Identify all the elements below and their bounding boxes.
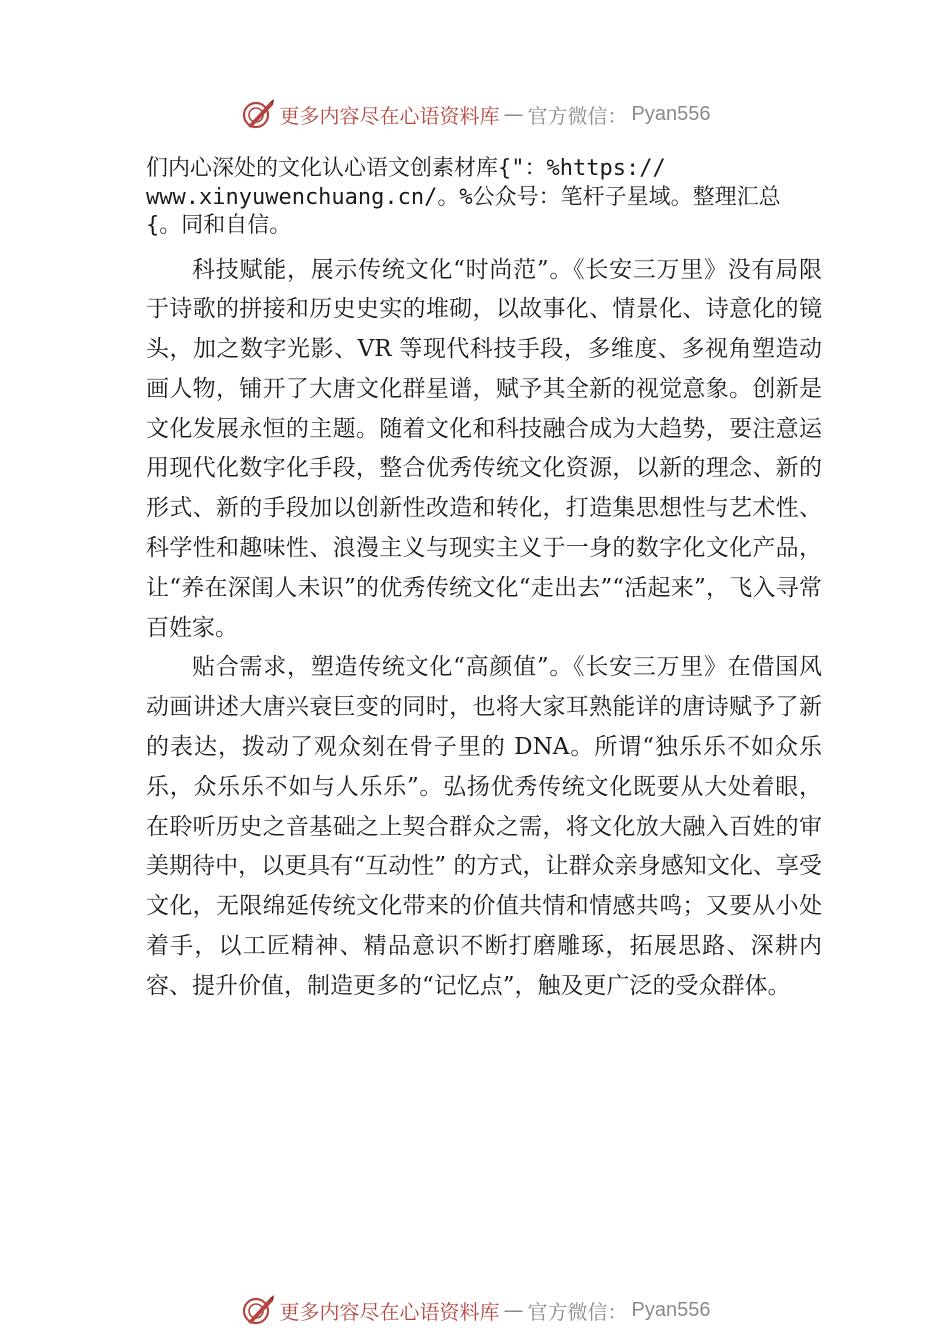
brand-logo-icon (240, 96, 276, 132)
header-banner (0, 94, 950, 134)
paragraph-demand: 贴合需求，塑造传统文化“高颜值”。《长安三万里》在借国风动画讲述大唐兴衰巨变的同时，也将大家耳熟能详的唐诗赋予了新的表达，拨动了观众刻在骨子里的 DNA。所谓“独乐乐不如众乐乐，众乐乐不如与人乐乐”。弘扬优秀传统文化既要从大处着眼，在聆听历史之音基础之上契合群众之需，将文化放大融入百姓的审美期待中，以更具有“互动性” 的方式，让群众亲身感知文化、享受文化，无限绵延传统文化带来的价值共情和情感共鸣；又要从小处着手，以工匠精神、精品意识不断打磨雕琢，拓展思路、深耕内容、提升价值，制造更多的“记忆点”，触及更广泛的受众群体。 (146, 654, 822, 999)
brand-logo-icon (240, 1292, 276, 1328)
footer-banner-dash: — (503, 1298, 524, 1322)
footer-banner (0, 1290, 950, 1330)
banner-wechat-id: Pyan556 (631, 102, 711, 125)
footer-banner-title: 更多内容尽在心语资料库 (279, 1299, 500, 1324)
banner-dash: — (503, 102, 524, 126)
lead-text: 们内心深处的文化认心语文创素材库{"：%https:// www.xinyuwenchuang.cn/。%公众号：笔杆子星域。整理汇总 {。同和自信。 (146, 156, 781, 238)
document-body (146, 155, 822, 1007)
paragraph-tech: 科技赋能，展示传统文化“时尚范”。《长安三万里》没有局限于诗歌的拼接和历史史实的堆砌，以故事化、情景化、诗意化的镜头，加之数字光影、VR 等现代科技手段，多维度、多视角塑造动画人物，铺开了大唐文化群星谱，赋予其全新的视觉意象。创新是文化发展永恒的主题。随着文化和科技融合成为大趋势，要注意运用现代化数字化手段，整合优秀传统文化资源，以新的理念、新的形式、新的手段加以创新性改造和转化，打造集思想性与艺术性、科学性和趣味性、浪漫主义与现实主义于一身的数字化文化产品，让“养在深闺人未识”的优秀传统文化“走出去”“活起来”，飞入寻常百姓家。 (146, 256, 822, 641)
footer-banner-wechat-id: Pyan556 (631, 1298, 711, 1321)
banner-wechat-label: 官方微信： (527, 103, 628, 128)
footer-banner-wechat-label: 官方微信： (527, 1299, 628, 1324)
banner-title: 更多内容尽在心语资料库 (279, 103, 500, 128)
